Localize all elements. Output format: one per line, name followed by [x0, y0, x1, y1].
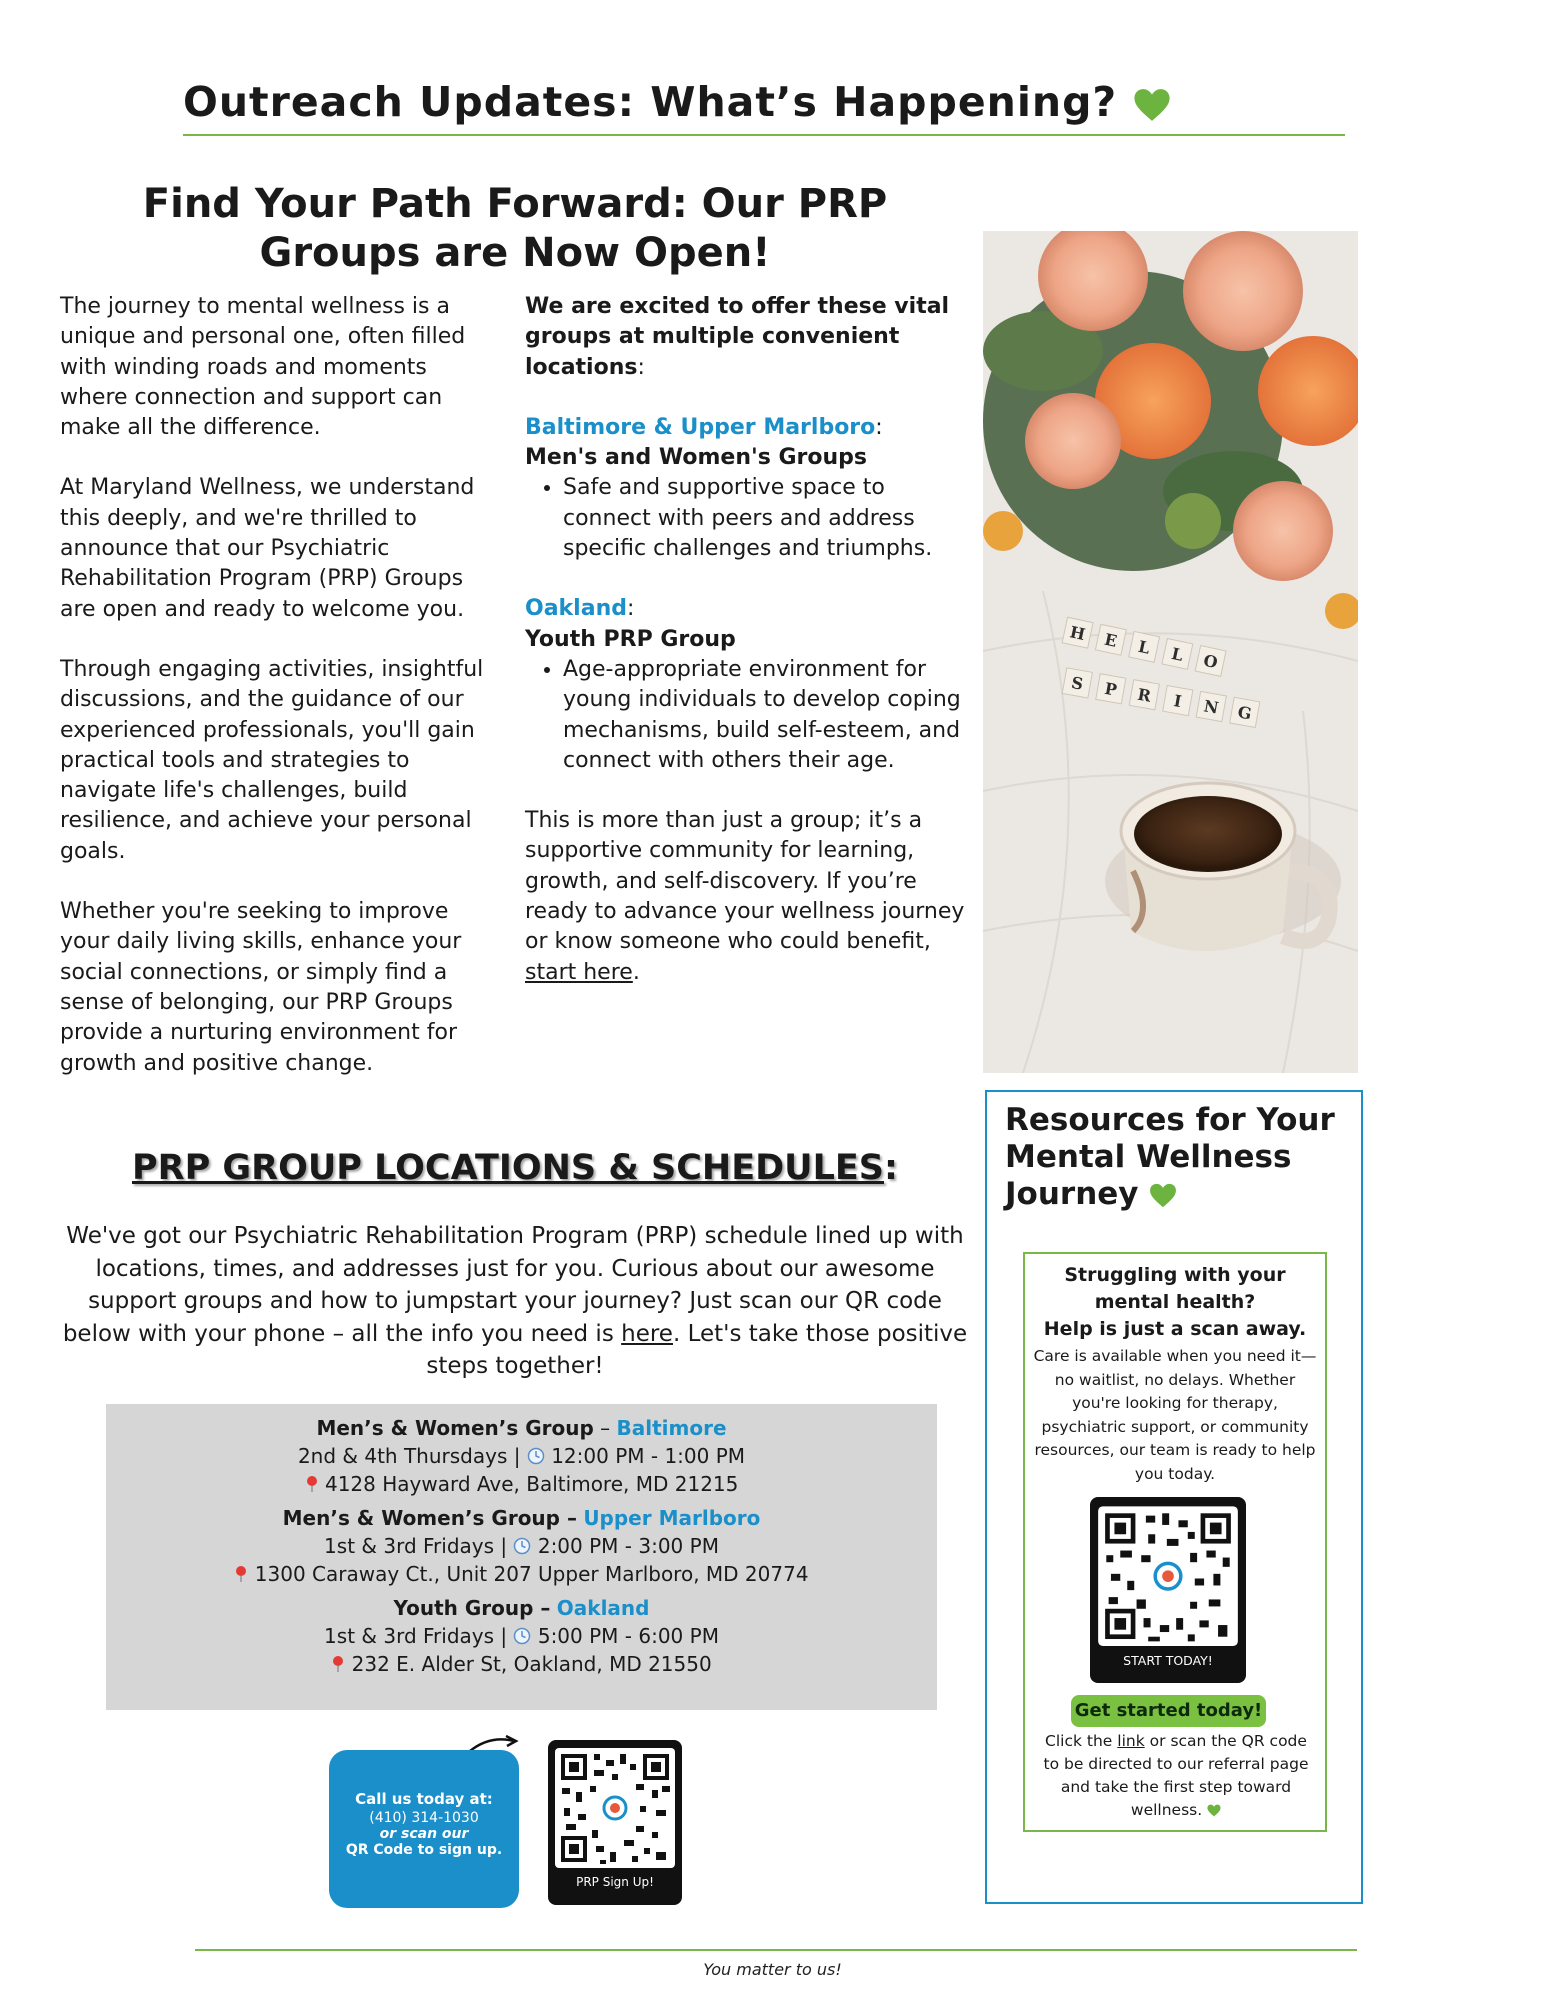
newsletter-title-text: Outreach Updates: What’s Happening?: [183, 78, 1118, 126]
referral-link[interactable]: link: [1117, 1732, 1145, 1750]
letter-tile: L: [1136, 636, 1152, 658]
phone-number[interactable]: (410) 314-1030: [369, 1810, 479, 1826]
call-line: or scan our: [379, 1826, 469, 1842]
help-card-footer: [1040, 1730, 1312, 1822]
letter-tile: E: [1102, 629, 1119, 651]
letter-tile: N: [1202, 696, 1221, 718]
qr-label: PRP Sign Up!: [576, 1875, 654, 1889]
map-pin-icon: [234, 1565, 248, 1583]
clock-icon: [513, 1537, 531, 1555]
location-oakland-heading: [525, 594, 970, 624]
schedule-time: 2:00 PM - 3:00 PM: [537, 1534, 719, 1558]
article-left-column: [60, 292, 500, 1109]
help-heading-line: Help is just a scan away.: [1043, 1318, 1307, 1340]
headline-line-1: Find Your Path Forward: Our PRP: [142, 181, 888, 227]
call-title: Call us today at:: [355, 1790, 493, 1808]
letter-tile: P: [1103, 678, 1119, 700]
article-headline: [60, 180, 970, 278]
qr-code-icon: [548, 1740, 682, 1874]
help-heading-line: Struggling with your: [1064, 1264, 1286, 1286]
help-card-heading: [1030, 1262, 1320, 1343]
address: 1300 Caraway Ct., Unit 207 Upper Marlboro, MD 20774: [254, 1562, 809, 1586]
colon: :: [637, 354, 645, 380]
help-heading-line: mental health?: [1094, 1291, 1256, 1313]
paragraph: Through engaging activities, insightful discussions, and the guidance of our experienced professionals, you'll gain practical tools and strategies to navigate life's challenges, build resilience, and achieve your personal goals.: [60, 656, 484, 864]
call-us-box[interactable]: [329, 1750, 519, 1908]
city-name: Baltimore: [616, 1416, 727, 1440]
list-item: • Age-appropriate environment for young individuals to develop coping mechanisms, build self-esteem, and connect with others their age.: [563, 655, 970, 776]
group-name: Men's and Women's Groups: [525, 445, 867, 471]
header-divider: [183, 134, 1345, 136]
group-name: Men’s & Women’s Group: [316, 1416, 594, 1440]
location-name: Baltimore & Upper Marlboro: [525, 414, 876, 440]
schedule-days: 1st & 3rd Fridays |: [324, 1624, 508, 1648]
city-name: Oakland: [556, 1596, 650, 1620]
green-heart-icon: [1207, 1804, 1221, 1817]
clock-icon: [513, 1627, 531, 1645]
call-line: QR Code to sign up.: [345, 1842, 503, 1858]
resources-title: [1005, 1102, 1345, 1213]
resources-title-line: Mental Wellness: [1005, 1139, 1292, 1175]
paragraph: The journey to mental wellness is a unique and personal one, often filled with winding roads and moments where connection and support can make all the difference.: [60, 294, 466, 441]
intro-end-text: . Let's take those positive steps together!: [426, 1320, 968, 1379]
locations-intro-paragraph: [60, 1220, 970, 1383]
schedule-oakland: [106, 1594, 937, 1678]
closing-paragraph: [525, 806, 970, 988]
locations-heading: [60, 1148, 970, 1188]
city-name: Upper Marlboro: [583, 1506, 761, 1530]
dash: –: [593, 1416, 617, 1440]
colon: :: [875, 414, 883, 440]
here-link[interactable]: here: [621, 1320, 673, 1347]
locations-heading-text: PRP GROUP LOCATIONS & SCHEDULES: [131, 1148, 885, 1188]
clock-icon: [527, 1447, 545, 1465]
paragraph: Whether you're seeking to improve your daily living skills, enhance your social connections, or simply find a sense of belonging, our PRP Groups provide a nurturing environment for growth and positive change.: [60, 899, 462, 1076]
location-name: Oakland: [525, 596, 627, 622]
spring-photo: [983, 231, 1358, 1073]
map-pin-icon: [305, 1475, 319, 1493]
footer-text: or scan the QR code to be directed to our referral page and take the first step toward wellness.: [1043, 1732, 1309, 1819]
resources-title-line: Resources for Your: [1005, 1102, 1335, 1138]
bullet-list: [525, 655, 970, 776]
qr-label: START TODAY!: [1123, 1653, 1213, 1668]
flowers-coffee-illustration: [983, 231, 1358, 1073]
resources-title-line: Journey: [1005, 1176, 1139, 1212]
start-here-link[interactable]: start here: [525, 959, 633, 985]
schedule-time: 5:00 PM - 6:00 PM: [537, 1624, 719, 1648]
letter-tile: O: [1201, 650, 1220, 673]
letter-tile: S: [1069, 673, 1085, 694]
help-card-body: Care is available when you need it—no waitlist, no delays. Whether you're looking for therapy, psychiatric support, or community resources, our team is ready to help you today.: [1033, 1347, 1317, 1483]
list-item: • Safe and supportive space to connect with peers and address specific challenges and triumphs.: [563, 473, 970, 564]
map-pin-icon: [331, 1655, 345, 1673]
bullet-list: [525, 473, 970, 564]
group-name: Youth PRP Group: [525, 626, 736, 652]
schedule-days: 2nd & 4th Thursdays |: [297, 1444, 521, 1468]
group-name: Youth Group –: [393, 1596, 551, 1620]
colon: :: [626, 596, 635, 622]
article-right-column: [525, 292, 970, 988]
headline-line-2: Groups are Now Open!: [259, 230, 771, 276]
period: .: [632, 959, 640, 985]
footer-text: Click the: [1045, 1732, 1113, 1750]
locations-intro: [525, 292, 970, 383]
schedule-days: 1st & 3rd Fridays |: [324, 1534, 508, 1558]
letter-tile: I: [1172, 691, 1184, 712]
letter-tile: L: [1169, 643, 1185, 665]
letter-tile: H: [1068, 622, 1087, 645]
address: 4128 Hayward Ave, Baltimore, MD 21215: [324, 1472, 739, 1496]
address: 232 E. Alder St, Oakland, MD 21550: [351, 1652, 712, 1676]
green-heart-icon: [1149, 1183, 1177, 1208]
footer-divider: [195, 1949, 1357, 1951]
green-heart-icon: [1133, 88, 1171, 122]
get-started-button[interactable]: Get started today!: [1071, 1695, 1266, 1727]
schedule-baltimore: [106, 1414, 937, 1498]
letter-tile: R: [1136, 684, 1153, 706]
letter-tile: G: [1236, 702, 1254, 724]
location-baltimore-heading: [525, 413, 970, 443]
intro-text: We've got our Psychiatric Rehabilitation Program (PRP) schedule lined up with locations, times, and addresses just for you. Curious about our awesome support groups and how to jumpstart your journey? Just scan our QR code below with your phone – all the info you need is: [62, 1223, 964, 1347]
schedule-upper-marlboro: [106, 1504, 937, 1588]
schedule-time: 12:00 PM - 1:00 PM: [551, 1444, 746, 1468]
schedule-box: [106, 1404, 937, 1710]
qr-code-icon: [1090, 1497, 1246, 1653]
footer-tagline: You matter to us!: [703, 1960, 842, 1979]
paragraph: At Maryland Wellness, we understand this deeply, and we're thrilled to announce that our Psychiatric Rehabilitation Program (PRP) Groups are open and ready to welcome you.: [60, 475, 475, 622]
newsletter-title: [183, 78, 1171, 126]
locations-intro-text: We are excited to offer these vital groups at multiple convenient locations: [525, 294, 950, 380]
group-name: Men’s & Women’s Group –: [282, 1506, 577, 1530]
closing-text: This is more than just a group; it’s a supportive community for learning, growth, and self-discovery. If you’re ready to advance your wellness journey or know someone who could benefit,: [525, 808, 965, 955]
colon: :: [884, 1148, 899, 1188]
